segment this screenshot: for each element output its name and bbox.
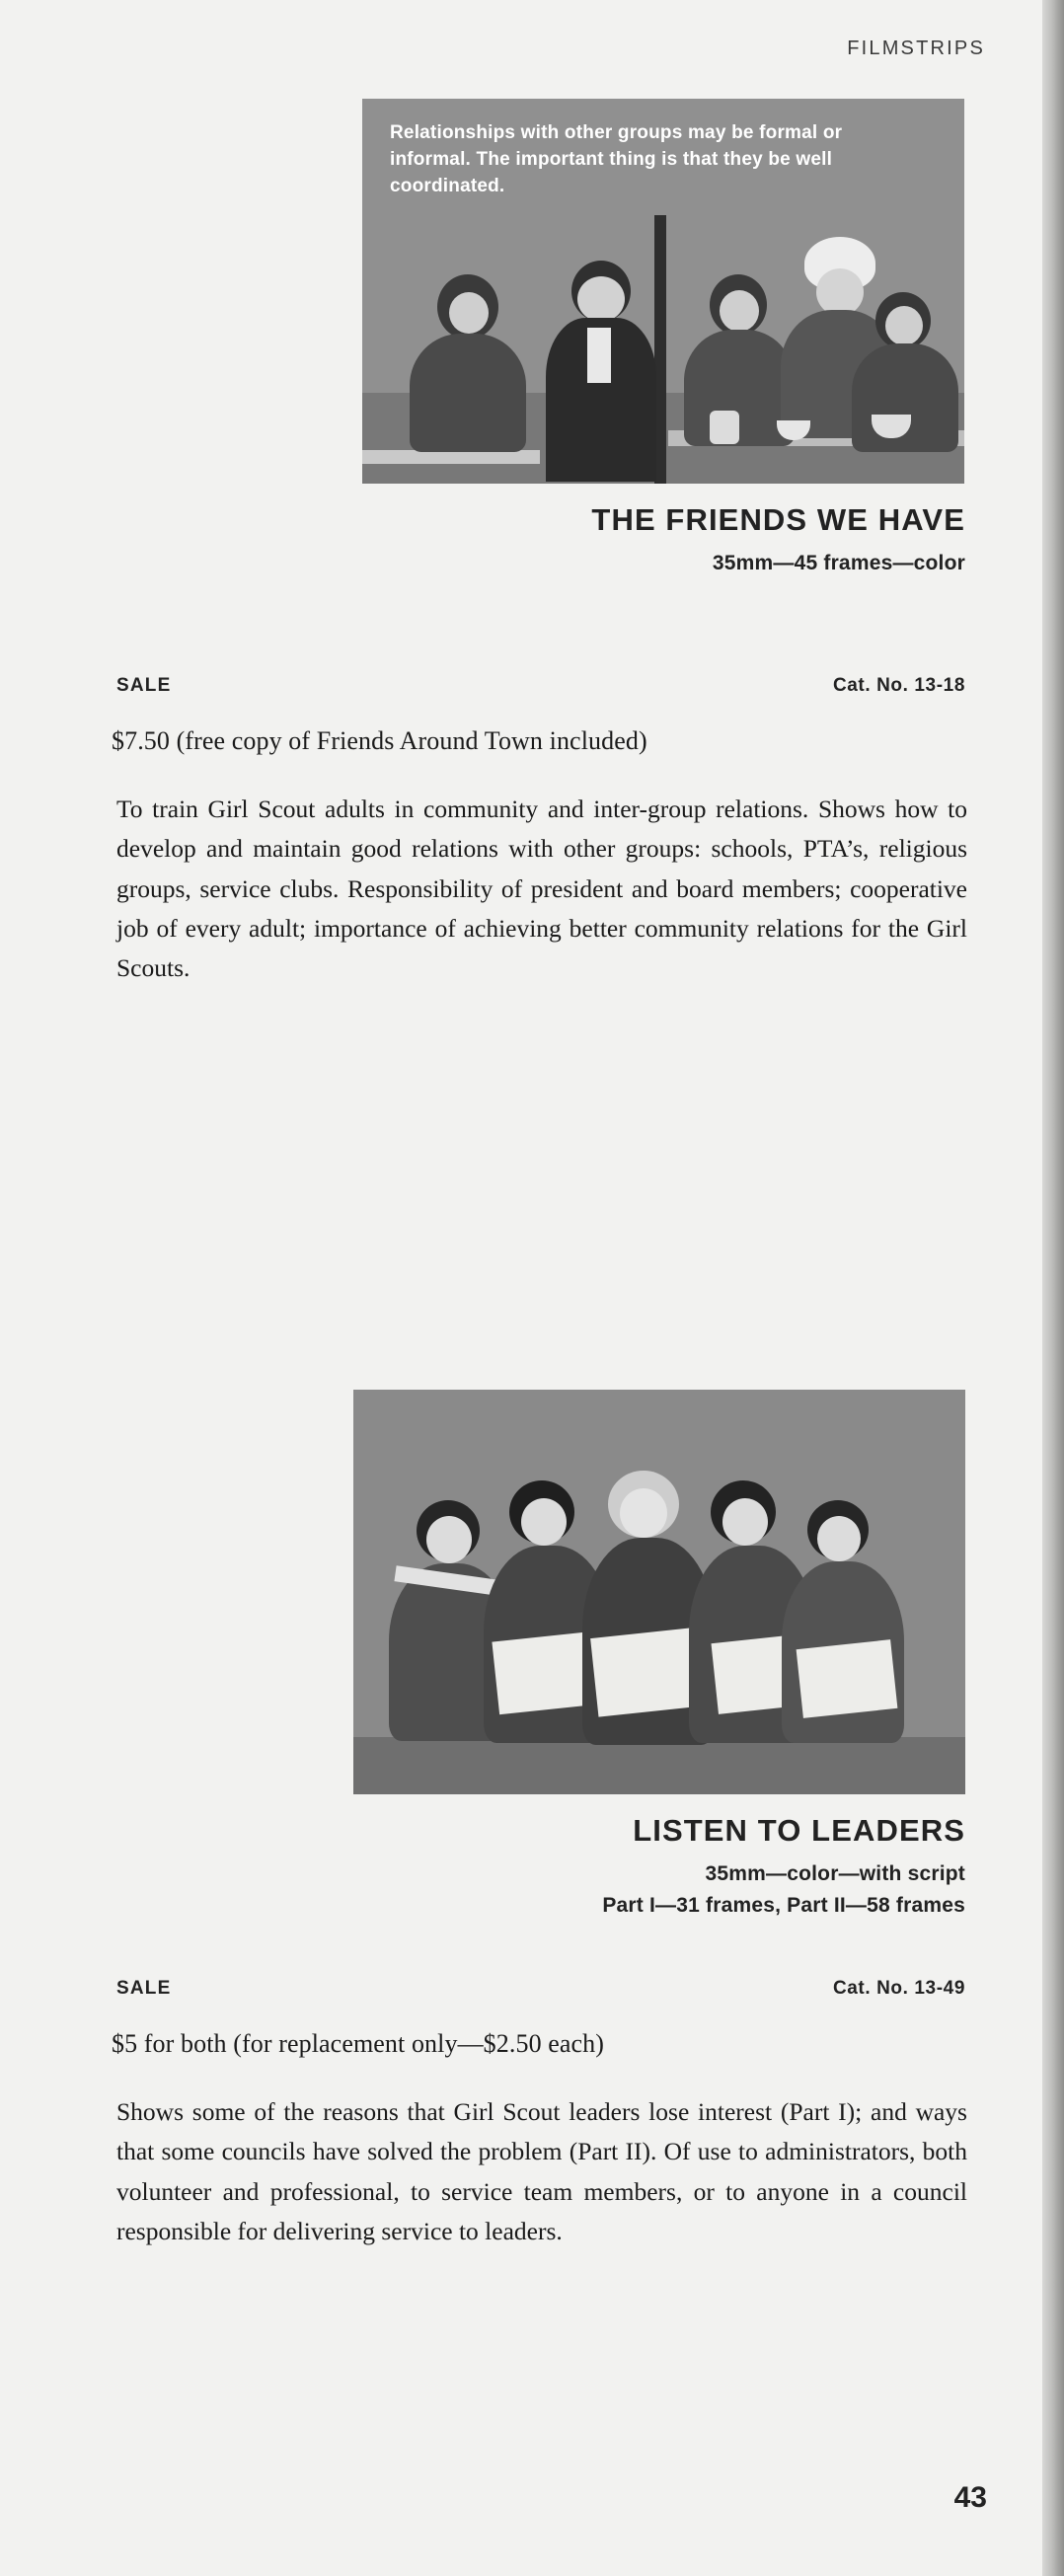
entry-1-sale-label: SALE (116, 675, 172, 696)
entry-2-title-block (294, 1812, 965, 1922)
entry-2-sale-label: SALE (116, 1978, 172, 1999)
filmstrip-image-friends-we-have (362, 99, 964, 484)
figure-caption-1: Relationships with other groups may be formal or informal. The important thing is that they be well coordinated. (390, 122, 843, 196)
image-teapot (710, 411, 739, 444)
scan-edge (1042, 0, 1064, 2576)
entry-2-sale-row (116, 1978, 965, 2004)
entry-1-sale-row (116, 675, 965, 701)
entry-2-subtitle-1: 35mm—color—with script (705, 1861, 965, 1885)
entry-1-price-line: $7.50 (free copy of Friends Around Town included) (112, 726, 647, 755)
entry-1-subtitle-1: 35mm—45 frames—color (712, 551, 965, 574)
image-floor-band (353, 1737, 965, 1794)
entry-1-description: To train Girl Scout adults in community and inter-group relations. Shows how to develop and maintain good relations with other groups: schools, PTA’s, religious groups, service clubs. Responsibility of president and board members; cooperative job of every adult; importance of achieving better community relations for the Girl Scouts. (116, 795, 967, 983)
filmstrip-image-listen-to-leaders (353, 1390, 965, 1794)
entry-2-price-line: $5 for both (for replacement only—$2.50 each) (112, 2029, 605, 2058)
entry-2-catalog-number: Cat. No. 13-49 (832, 1978, 965, 1999)
entry-1-title: THE FRIENDS WE HAVE (591, 502, 965, 537)
running-head: FILMSTRIPS (847, 38, 985, 59)
image-table-left (362, 450, 540, 464)
page-number: 43 (953, 2481, 987, 2514)
entry-2-subtitle-2: Part I—31 frames, Part II—58 frames (602, 1894, 965, 1918)
entry-1-catalog-number: Cat. No. 13-18 (832, 675, 965, 696)
entry-2-title: LISTEN TO LEADERS (633, 1813, 965, 1848)
entry-2-description: Shows some of the reasons that Girl Scout leaders lose interest (Part I); and ways that some councils have solved the problem (Part II). Of use to administrators, both volunteer and professional, to service team members, or to anyone in a council responsible for delivering service to leaders. (116, 2097, 967, 2245)
entry-1-title-block (334, 501, 965, 578)
